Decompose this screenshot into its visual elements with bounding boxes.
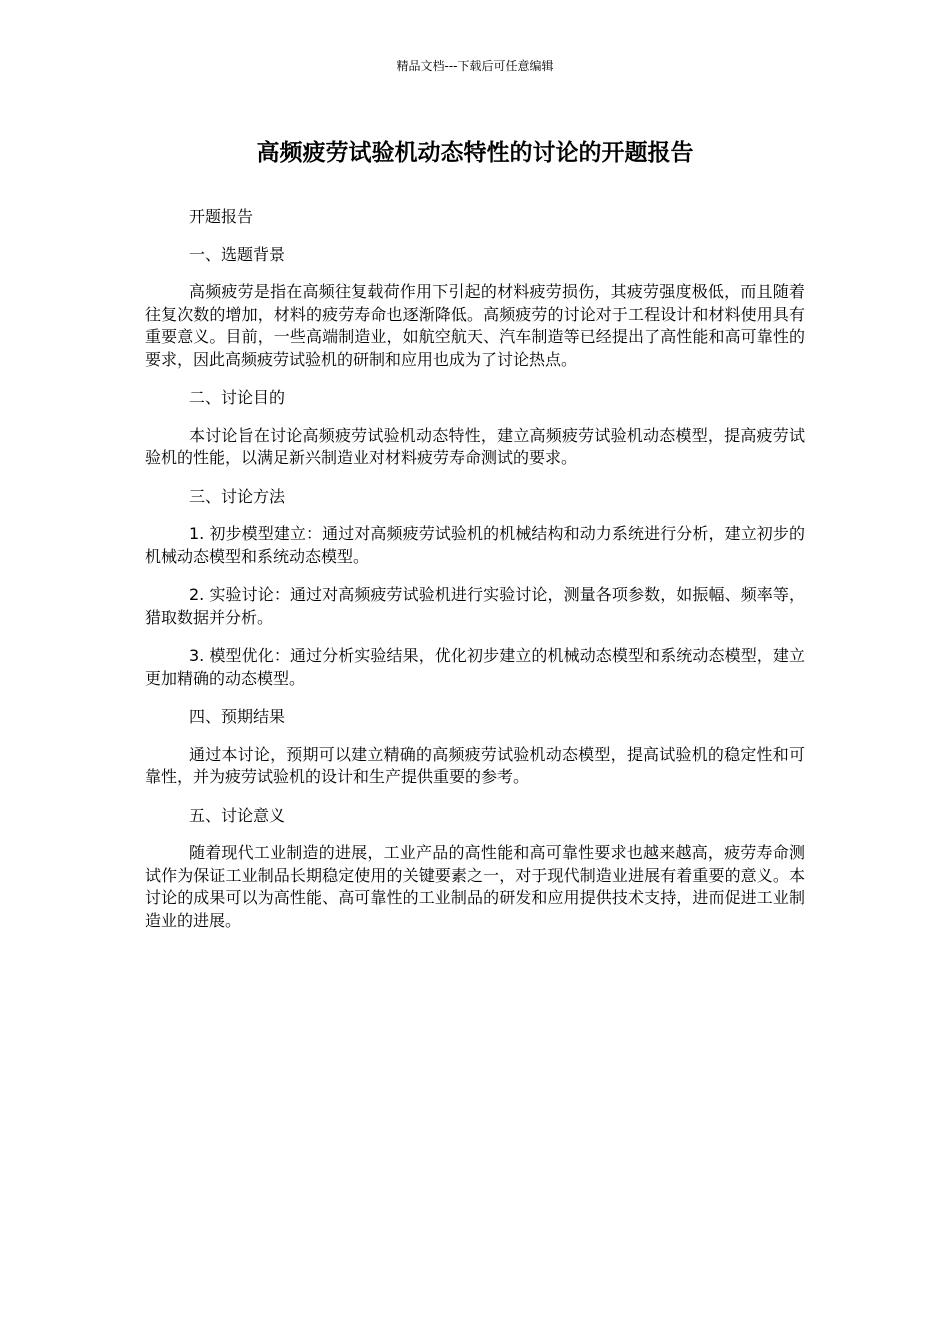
paragraph-method-2: 2. 实验讨论：通过对高频疲劳试验机进行实验讨论，测量各项参数，如振幅、频率等，猎取数据并分析。 [145, 585, 805, 627]
paragraph-method-1: 1. 初步模型建立：通过对高频疲劳试验机的机械结构和动力系统进行分析，建立初步的机械动态模型和系统动态模型。 [145, 524, 805, 566]
section-label-report: 开题报告 [189, 207, 254, 226]
section-heading-background: 一、选题背景 [189, 244, 286, 264]
document-body [145, 206, 805, 948]
header-note: 精品文档---下载后可任意编辑 [396, 59, 554, 73]
section-heading-method: 三、讨论方法 [189, 486, 286, 506]
paragraph-method-3: 3. 模型优化：通过分析实验结果，优化初步建立的机械动态模型和系统动态模型，建立更加精确的动态模型。 [145, 646, 805, 688]
section-heading-significance: 五、讨论意义 [189, 805, 286, 825]
paragraph-significance: 随着现代工业制造的进展，工业产品的高性能和高可靠性要求也越来越高，疲劳寿命测试作为保证工业制品长期稳定使用的关键要素之一，对于现代制造业进展有着重要的意义。本讨论的成果可以为高性能、高可靠性的工业制品的研发和应用提供技术支持，进而促进工业制造业的进展。 [145, 843, 805, 930]
section-heading-expected-results: 四、预期结果 [189, 707, 286, 726]
section-heading-purpose: 二、讨论目的 [189, 388, 286, 407]
paragraph-purpose: 本讨论旨在讨论高频疲劳试验机动态特性，建立高频疲劳试验机动态模型，提高疲劳试验机的性能，以满足新兴制造业对材料疲劳寿命测试的要求。 [145, 425, 805, 467]
paragraph-expected-results: 通过本讨论，预期可以建立精确的高频疲劳试验机动态模型，提高试验机的稳定性和可靠性，并为疲劳试验机的设计和生产提供重要的参考。 [145, 744, 805, 786]
paragraph-background: 高频疲劳是指在高频往复载荷作用下引起的材料疲劳损伤，其疲劳强度极低，而且随着往复次数的增加，材料的疲劳寿命也逐渐降低。高频疲劳的讨论对于工程设计和材料使用具有重要意义。目前，一些高端制造业，如航空航天、汽车制造等已经提出了高性能和高可靠性的要求，因此高频疲劳试验机的研制和应用也成为了讨论热点。 [145, 282, 805, 369]
document-title: 高频疲劳试验机动态特性的讨论的开题报告 [256, 140, 694, 166]
